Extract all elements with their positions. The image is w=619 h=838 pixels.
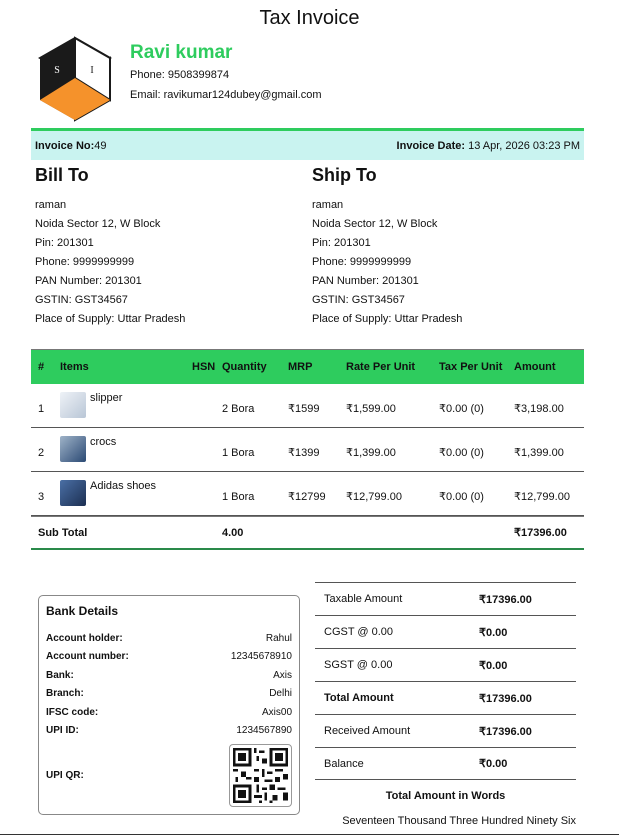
ship-to-line: Phone: 9999999999 bbox=[312, 256, 412, 268]
row-num: 3 bbox=[38, 490, 45, 503]
company-phone: Phone: 9508399874 bbox=[130, 69, 230, 81]
table-row bbox=[31, 472, 584, 516]
ship-to-line: raman bbox=[312, 199, 344, 211]
bank-row bbox=[46, 722, 292, 741]
row-amount: ₹3,198.00 bbox=[514, 403, 564, 415]
row-num: 1 bbox=[38, 402, 45, 415]
ship-to-section bbox=[312, 165, 462, 329]
upi-qr-row bbox=[46, 744, 292, 807]
totals-value: ₹0.00 bbox=[479, 659, 508, 672]
header-amount: Amount bbox=[514, 361, 556, 373]
totals-label: SGST @ 0.00 bbox=[324, 659, 393, 671]
ship-to-line: Noida Sector 12, W Block bbox=[312, 218, 438, 230]
row-item-name: slipper bbox=[90, 392, 123, 404]
subtotal-row bbox=[31, 516, 584, 550]
ship-to-heading: Ship To bbox=[312, 165, 377, 185]
invoice-date-value: 13 Apr, 2026 03:23 PM bbox=[465, 139, 580, 152]
totals-label: Balance bbox=[324, 757, 364, 770]
bank-details-heading: Bank Details bbox=[46, 604, 119, 618]
bank-row-label: IFSC code: bbox=[46, 706, 99, 718]
bill-to-line: Place of Supply: Uttar Pradesh bbox=[35, 313, 186, 325]
row-amount: ₹1,399.00 bbox=[514, 447, 564, 459]
bank-row-label: Bank: bbox=[46, 669, 74, 681]
bank-row-value: Axis bbox=[273, 669, 292, 681]
subtotal-amount: ₹17396.00 bbox=[514, 527, 567, 539]
bank-row bbox=[46, 629, 292, 648]
upi-qr-code-icon bbox=[229, 744, 292, 807]
ship-to-line: Place of Supply: Uttar Pradesh bbox=[312, 313, 463, 325]
upi-qr-label: UPI QR: bbox=[46, 770, 84, 781]
row-mrp: ₹12799 bbox=[288, 491, 326, 503]
invoice-date bbox=[397, 140, 580, 152]
slipper-image-icon bbox=[60, 392, 86, 418]
items-table-header bbox=[31, 349, 584, 384]
bank-row-label: Account number: bbox=[46, 651, 129, 663]
amount-in-words: Seventeen Thousand Three Hundred Ninety Six bbox=[342, 815, 576, 827]
bill-to-line: Noida Sector 12, W Block bbox=[35, 218, 161, 230]
totals-label: Taxable Amount bbox=[324, 593, 403, 605]
bank-row-value: Rahul bbox=[265, 632, 292, 644]
row-qty: 2 Bora bbox=[222, 402, 255, 415]
company-logo bbox=[38, 36, 112, 122]
row-tax: ₹0.00 (0) bbox=[439, 403, 484, 415]
bank-row bbox=[46, 666, 292, 685]
header-num: # bbox=[38, 361, 45, 373]
invoice-number-value: 49 bbox=[94, 139, 107, 152]
table-row bbox=[31, 428, 584, 472]
bank-row-label: Account holder: bbox=[46, 632, 123, 644]
bank-row-value: Axis00 bbox=[261, 706, 292, 718]
bill-to-line: PAN Number: 201301 bbox=[35, 275, 142, 287]
document-title: Tax Invoice bbox=[259, 7, 360, 29]
totals-value: ₹17396.00 bbox=[479, 593, 532, 606]
bank-row-value: Delhi bbox=[269, 688, 292, 700]
page-bottom-divider bbox=[0, 834, 619, 835]
logo-letter-right: I bbox=[90, 65, 94, 76]
bill-to-line: raman bbox=[35, 199, 67, 211]
subtotal-label: Sub Total bbox=[38, 526, 88, 539]
amount-in-words-heading: Total Amount in Words bbox=[385, 790, 506, 802]
bill-to-line: Pin: 201301 bbox=[35, 237, 94, 249]
row-amount: ₹12,799.00 bbox=[514, 491, 570, 503]
subtotal-qty: 4.00 bbox=[222, 526, 244, 539]
ship-to-line: PAN Number: 201301 bbox=[312, 275, 419, 287]
invoice-number-label: Invoice No: bbox=[35, 139, 95, 152]
header-hsn: HSN bbox=[192, 361, 216, 373]
shoes-image-icon bbox=[60, 480, 86, 506]
row-rate: ₹1,599.00 bbox=[346, 403, 396, 415]
row-tax: ₹0.00 (0) bbox=[439, 491, 484, 503]
totals-row bbox=[315, 615, 576, 648]
totals-value: ₹0.00 bbox=[479, 758, 508, 770]
bank-row-value: 12345678910 bbox=[230, 651, 292, 663]
row-item-name: crocs bbox=[90, 436, 117, 448]
totals-value: ₹17396.00 bbox=[479, 692, 532, 705]
totals-label: Received Amount bbox=[324, 725, 411, 737]
totals-row bbox=[315, 681, 576, 714]
row-num: 2 bbox=[38, 446, 45, 459]
header-rate: Rate Per Unit bbox=[346, 361, 416, 373]
bill-to-section bbox=[35, 165, 185, 329]
header-tax: Tax Per Unit bbox=[439, 361, 503, 373]
row-item bbox=[60, 384, 192, 427]
invoice-info-bar bbox=[31, 128, 584, 160]
row-hsn bbox=[192, 384, 222, 427]
header-items: Items bbox=[60, 361, 89, 373]
row-item-name: Adidas shoes bbox=[90, 480, 157, 492]
bill-to-line: Phone: 9999999999 bbox=[35, 256, 135, 268]
bank-row bbox=[46, 648, 292, 667]
totals-value: ₹0.00 bbox=[479, 626, 508, 639]
invoice-number bbox=[35, 140, 107, 152]
bank-row bbox=[46, 685, 292, 704]
row-hsn bbox=[192, 472, 222, 515]
crocs-image-icon bbox=[60, 436, 86, 462]
totals-label: Total Amount bbox=[324, 692, 394, 704]
totals-row bbox=[315, 714, 576, 747]
row-qty: 1 Bora bbox=[222, 490, 255, 503]
row-rate: ₹1,399.00 bbox=[346, 447, 396, 459]
table-row bbox=[31, 384, 584, 428]
totals-label: CGST @ 0.00 bbox=[324, 626, 394, 638]
bank-details-card bbox=[38, 595, 300, 815]
header-mrp: MRP bbox=[288, 361, 313, 373]
row-tax: ₹0.00 (0) bbox=[439, 447, 484, 459]
row-hsn bbox=[192, 428, 222, 471]
bank-row-label: Branch: bbox=[46, 688, 84, 700]
header-quantity: Quantity bbox=[222, 361, 267, 373]
row-rate: ₹12,799.00 bbox=[346, 491, 402, 503]
logo-letter-left: S bbox=[54, 65, 60, 76]
row-mrp: ₹1399 bbox=[288, 447, 320, 459]
row-item bbox=[60, 428, 192, 471]
bank-row bbox=[46, 703, 292, 722]
row-qty: 1 Bora bbox=[222, 446, 255, 459]
bill-to-line: GSTIN: GST34567 bbox=[35, 294, 128, 306]
totals-table bbox=[315, 582, 576, 780]
bank-row-value: 1234567890 bbox=[236, 725, 292, 737]
totals-row bbox=[315, 582, 576, 615]
bank-row-label: UPI ID: bbox=[46, 725, 79, 737]
totals-value: ₹17396.00 bbox=[479, 725, 532, 738]
totals-row bbox=[315, 648, 576, 681]
totals-row bbox=[315, 747, 576, 780]
ship-to-line: GSTIN: GST34567 bbox=[312, 294, 405, 306]
row-item bbox=[60, 472, 192, 515]
invoice-date-label: Invoice Date: bbox=[396, 139, 466, 152]
company-email: Email: ravikumar124dubey@gmail.com bbox=[130, 89, 322, 101]
items-table bbox=[31, 349, 584, 550]
ship-to-line: Pin: 201301 bbox=[312, 237, 371, 249]
company-name: Ravi kumar bbox=[130, 42, 233, 63]
bill-to-heading: Bill To bbox=[35, 165, 89, 185]
row-mrp: ₹1599 bbox=[288, 403, 320, 415]
